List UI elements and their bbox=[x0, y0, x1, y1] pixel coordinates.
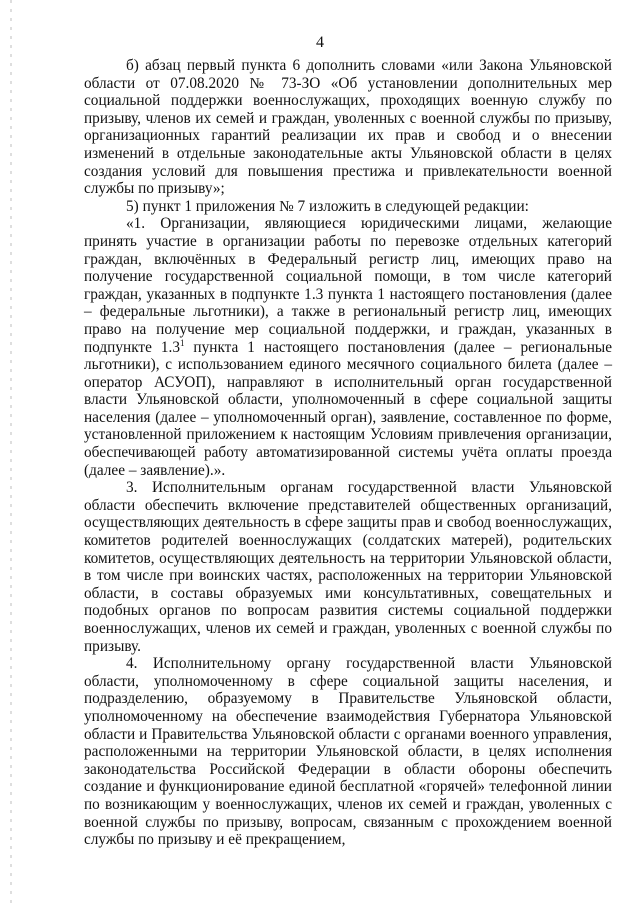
scan-edge-artifact bbox=[10, 0, 12, 905]
quoted-item-text-start: «1. Организации, являющиеся юридическими лицами, желающие принять участие в организации работы по перевозке отдельных категорий граждан, включённых в Федеральный регистр лиц, имеющих право на получение государственной социальной помощи, в том числе категорий граждан, указанных в подпункте 1.3 пункта 1 настоящего постановления (далее – федеральные льготники), а также в региональный регистр лиц, имеющих право на получение мер социальной поддержки, и граждан, указанных в подпункте 1.3 bbox=[84, 215, 612, 356]
paragraph-subitem-b: б) абзац первый пункта 6 дополнить словами «или Закона Ульяновской области от 07.08.2020 № 73-ЗО «Об установлении дополнительных мер социальной поддержки военнослужащих, проходящих военную службу по призыву, членов их семей и граждан, уволенных с военной службы по призыву, организационных гарантий реализации их прав и свобод и о внесении изменений в отдельные законодательные акты Ульяновской области в целях создания условий для повышения престижа и привлекательности военной службы по призыву»; bbox=[84, 57, 612, 198]
paragraph-item-3: 3. Исполнительным органам государственной власти Ульяновской области обеспечить включение представителей общественных организаций, осуществляющих деятельность в сфере защиты прав и свобод военнослужащих, комитетов родителей военнослужащих (солдатских матерей), родительских комитетов, осуществляющих деятельность на территории Ульяновской области, в том числе при воинских частях, расположенных на территории Ульяновской области, в составы образуемых ими консультативных, совещательных и подобных органов по вопросам развития системы социальной поддержки военнослужащих, членов их семей и граждан, уволенных с военной службы по призыву. bbox=[84, 479, 612, 655]
subpoint-superscript: 1 bbox=[179, 337, 185, 348]
page-number: 4 bbox=[316, 34, 324, 51]
quoted-item-text-end: пункта 1 настоящего постановления (далее – региональные льготники), с использованием единого месячного социального билета (далее – оператор АСУОП), направляют в исполнительный орган государственной власти Ульяновской области, уполномоченный в сфере социальной защиты населения (далее – уполномоченный орган), заявление, составленное по форме, установленной приложением к настоящим Условиям привлечения организации, обеспечивающей работу автоматизированной системы учёта оплаты проезда (далее – заявление).». bbox=[84, 338, 612, 479]
paragraph-subitem-5: 5) пункт 1 приложения № 7 изложить в следующей редакции: bbox=[126, 197, 529, 215]
document-body bbox=[84, 57, 612, 849]
paragraph-item-4: 4. Исполнительному органу государственной власти Ульяновской области, уполномоченному в сфере социальной защиты населения, и подразделению, образуемому в Правительстве Ульяновской области, уполномоченному на обеспечение взаимодействия Губернатора Ульяновской области и Правительства Ульяновской области с органами военного управления, расположенными на территории Ульяновской области, в целях исполнения законодательства Российской Федерации в области обороны обеспечить создание и функционирование единой бесплатной «горячей» телефонной линии по возникающим у военнослужащих, членов их семей и граждан, уволенных с военной службы по призыву, вопросам, связанным с прохождением военной службы по призыву и её прекращением, bbox=[84, 655, 612, 849]
paragraph-quoted-item-1 bbox=[84, 215, 612, 479]
